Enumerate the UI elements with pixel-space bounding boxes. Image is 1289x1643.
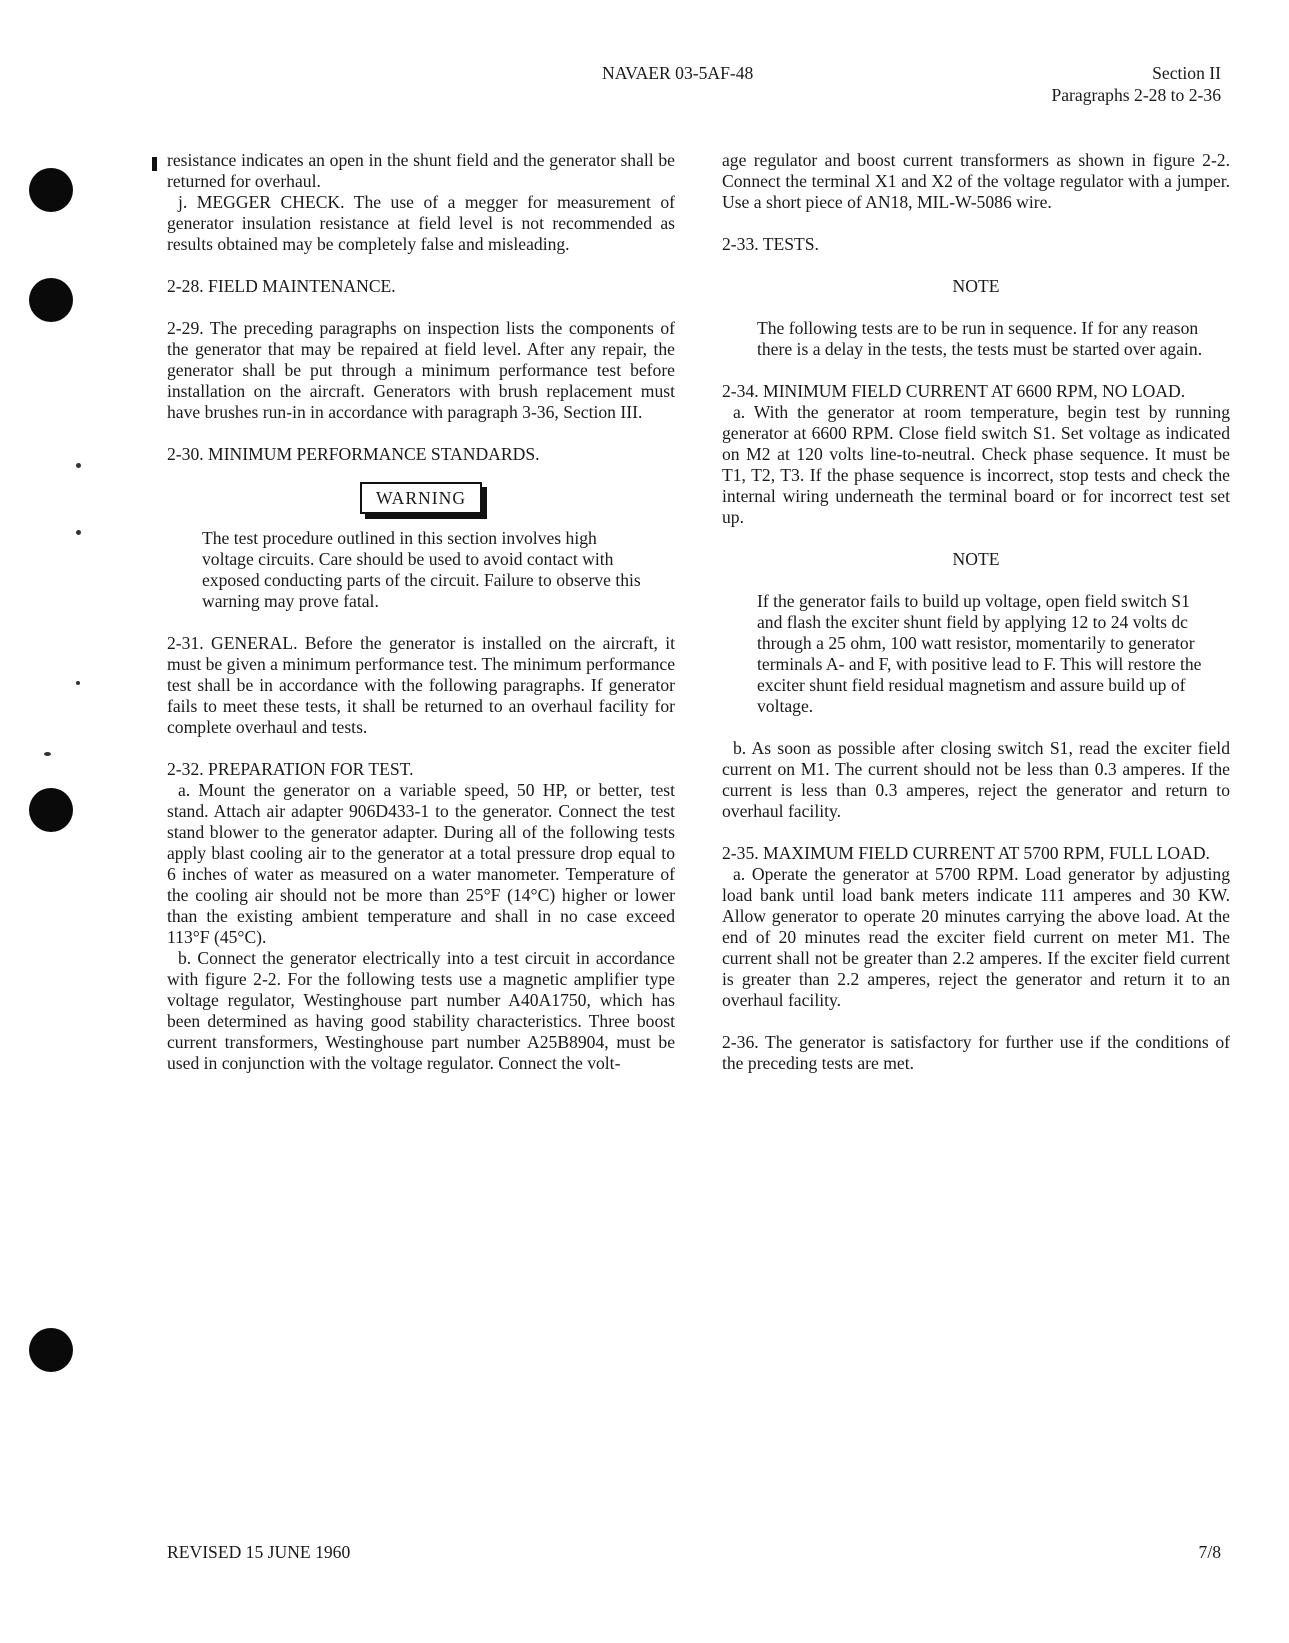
binder-hole	[29, 788, 73, 832]
heading-2-32: 2-32. PREPARATION FOR TEST.	[167, 759, 414, 779]
paragraph-2-29: 2-29. The preceding paragraphs on inspection lists the components of the generator that may be repaired at field level. After any repair, the generator shall be put through a minimum performance test before installation on the aircraft. Generators with brush replacement must have brushes run-in in accordance with paragraph 3-36, Section III.	[167, 318, 675, 422]
binder-hole	[29, 1328, 73, 1372]
change-bar	[152, 157, 157, 171]
warning-label: WARNING	[360, 482, 482, 514]
continued-paragraph: age regulator and boost current transformers as shown in figure 2-2. Connect the terminal X1 and X2 of the voltage regulator with a jumper. Use a short piece of AN18, MIL-W-5086 wire.	[722, 150, 1230, 212]
heading-2-35: 2-35. MAXIMUM FIELD CURRENT AT 5700 RPM, FULL LOAD.	[722, 843, 1210, 863]
heading-2-33: 2-33. TESTS.	[722, 234, 819, 254]
binder-hole	[29, 278, 73, 322]
heading-2-28: 2-28. FIELD MAINTENANCE.	[167, 276, 396, 296]
paragraph-2-34-b: b. As soon as possible after closing switch S1, read the exciter field current on M1. The current should not be less than 0.3 amperes. If the current is less than 0.3 amperes, reject the generator and return to overhaul facility.	[722, 738, 1230, 821]
heading-2-30: 2-30. MINIMUM PERFORMANCE STANDARDS.	[167, 444, 540, 464]
heading-2-34: 2-34. MINIMUM FIELD CURRENT AT 6600 RPM, NO LOAD.	[722, 381, 1186, 401]
note-title: NOTE	[952, 276, 1000, 296]
section-label: Section II	[1152, 63, 1221, 83]
scan-speck	[76, 681, 80, 685]
paragraph-2-31: 2-31. GENERAL. Before the generator is installed on the aircraft, it must be given a minimum performance test. The minimum performance test shall be in accordance with the following paragraphs. If generator fails to meet these tests, it shall be returned to an overhaul facility for complete overhaul and tests.	[167, 633, 675, 737]
megger-check-paragraph: j. MEGGER CHECK. The use of a megger for measurement of generator insulation resistance at field level is not recommended as results obtained may be completely false and misleading.	[167, 192, 675, 254]
left-column	[167, 150, 675, 1074]
scan-speck	[44, 752, 51, 756]
paragraph-2-32-b: b. Connect the generator electrically into a test circuit in accordance with figure 2-2. For the following tests use a magnetic amplifier type voltage regulator, Westinghouse part number A40A1750, which has been determined as having good stability characteristics. Three boost current transformers, Westinghouse part number A25B8904, must be used in conjunction with the voltage regulator. Connect the volt-	[167, 948, 675, 1073]
paragraph-2-35-a: a. Operate the generator at 5700 RPM. Load generator by adjusting load bank until load bank meters indicate 111 amperes and 30 KW. Allow generator to operate 20 minutes carrying the above load. At the end of 20 minutes read the exciter field current on meter M1. The current shall not be greater than 2.2 amperes. If the exciter field current is greater than 2.2 amperes, reject the generator and return it to an overhaul facility.	[722, 864, 1230, 1010]
right-column	[722, 150, 1230, 1095]
paragraph-range: Paragraphs 2-28 to 2-36	[1051, 85, 1221, 105]
binder-hole	[29, 168, 73, 212]
paragraph-2-32-a: a. Mount the generator on a variable speed, 50 HP, or better, test stand. Attach air adapter 906D433-1 to the generator. Connect the test stand blower to the generator adapter. During all of the following tests apply blast cooling air to the generator at a total pressure drop equal to 6 inches of water as measured on a water manometer. Temperature of the cooling air should not be more than 25°F (14°C) higher or lower than the existing ambient temperature and shall in no case exceed 113°F (45°C).	[167, 780, 675, 947]
section-reference	[1051, 62, 1221, 106]
note-text: If the generator fails to build up voltage, open field switch S1 and flash the exciter shunt field by applying 12 to 24 volts dc through a 25 ohm, 100 watt resistor, momentarily to generator terminals A- and F, with positive lead to F. This will restore the exciter shunt field residual magnetism and assure build up of voltage.	[757, 591, 1202, 716]
note-text: The following tests are to be run in sequence. If for any reason there is a delay in the tests, the tests must be started over again.	[757, 318, 1203, 359]
continued-paragraph: resistance indicates an open in the shunt field and the generator shall be returned for overhaul.	[167, 150, 675, 191]
paragraph-2-34-a: a. With the generator at room temperature, begin test by running generator at 6600 RPM. Close field switch S1. Set voltage as indicated on M2 at 120 volts line-to-neutral. Check phase sequence. It must be T1, T2, T3. If the phase sequence is incorrect, stop tests and check the internal wiring underneath the terminal board or for incorrect test set up.	[722, 402, 1230, 527]
note-title: NOTE	[952, 549, 1000, 569]
warning-text: The test procedure outlined in this section involves high voltage circuits. Care should be used to avoid contact with exposed conducting parts of the circuit. Failure to observe this warning may prove fatal.	[202, 528, 641, 611]
paragraph-2-36: 2-36. The generator is satisfactory for further use if the conditions of the preceding tests are met.	[722, 1032, 1230, 1073]
page-number: 7/8	[1198, 1542, 1221, 1562]
revision-date: REVISED 15 JUNE 1960	[167, 1542, 351, 1562]
warning-block	[167, 482, 675, 514]
scan-speck	[76, 463, 81, 468]
document-number: NAVAER 03-5AF-48	[602, 63, 754, 83]
scan-speck	[76, 530, 81, 535]
